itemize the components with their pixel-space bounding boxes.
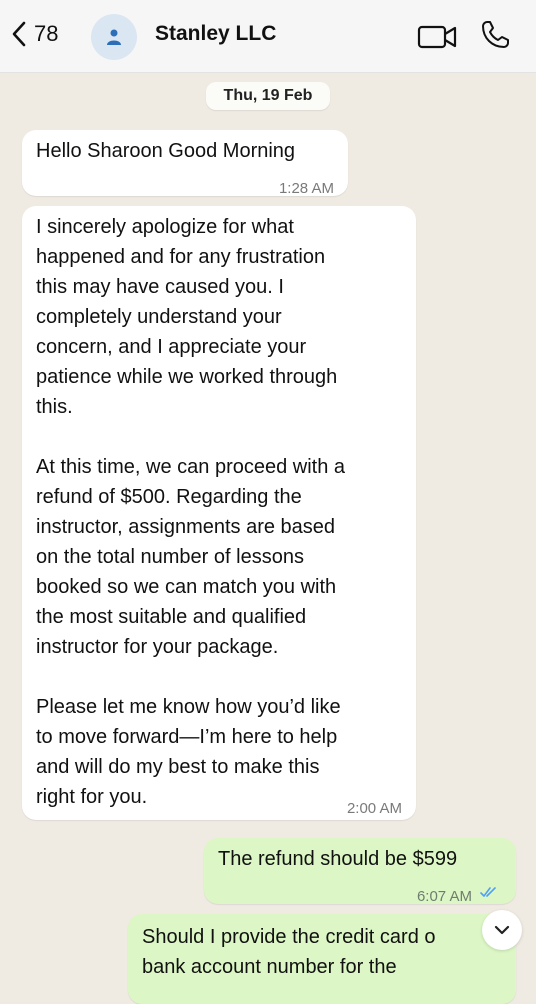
avatar[interactable] <box>91 14 137 60</box>
back-button[interactable] <box>10 20 58 48</box>
scroll-down-button[interactable] <box>482 910 522 950</box>
read-receipt-icon <box>480 886 498 898</box>
phone-icon[interactable] <box>478 18 512 52</box>
message-text: I sincerely apologize for what happened and for any frustration this may have caused you. I completely understand your concern, and I appreciate your patience while we worked through this. At this time, we can proceed with a refund of $500. Regarding the instructor, assignments are based on the total number of lessons booked so we can match you with the most suitable and qualified instructor for your package. Please let me know how you’d like to move forward—I’m here to help and will do my best to make this right for you. <box>36 216 346 808</box>
date-separator: Thu, 19 Feb <box>206 82 330 110</box>
chat-header <box>0 0 536 73</box>
contact-name[interactable]: Stanley LLC <box>155 22 277 45</box>
message-text: Hello Sharoon Good Morning <box>36 140 296 162</box>
message-bubble-incoming[interactable] <box>22 206 416 820</box>
message-bubble-outgoing[interactable] <box>128 914 516 1004</box>
chevron-down-icon <box>493 921 511 939</box>
person-icon <box>105 28 123 46</box>
message-text: Should I provide the credit card o bank account number for the <box>142 926 436 978</box>
message-time: 2:00 AM <box>346 800 402 817</box>
message-time: 1:28 AM <box>278 180 334 197</box>
message-text: The refund should be $599 <box>218 848 458 870</box>
unread-count: 78 <box>34 21 59 46</box>
message-bubble-incoming[interactable] <box>22 130 348 196</box>
message-time: 6:07 AM <box>416 888 472 905</box>
chevron-left-icon <box>10 20 28 48</box>
video-call-icon[interactable] <box>417 24 457 50</box>
message-bubble-outgoing[interactable] <box>204 838 516 904</box>
